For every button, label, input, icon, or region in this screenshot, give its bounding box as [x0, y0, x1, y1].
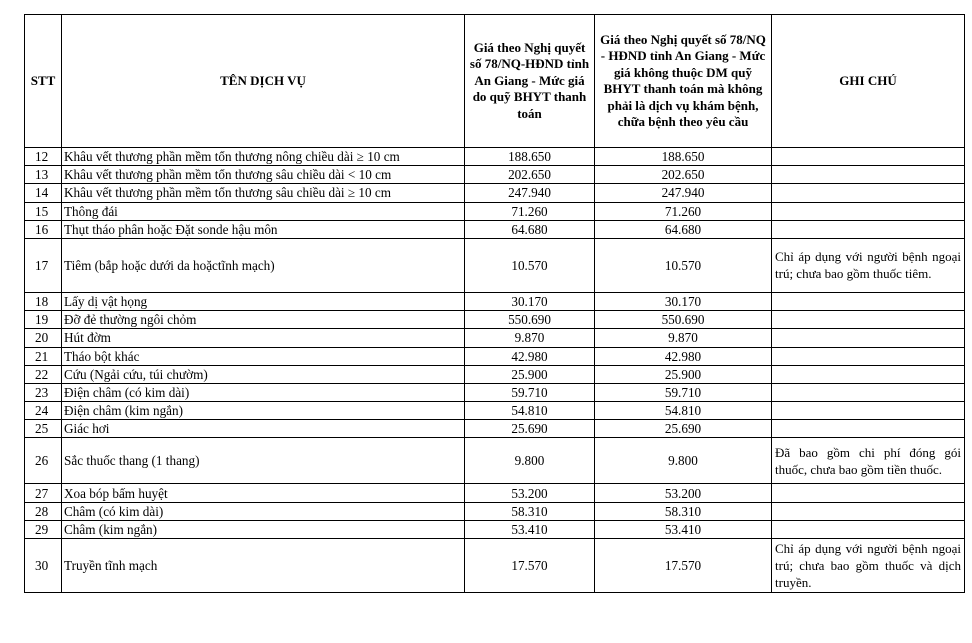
cell-note [772, 484, 965, 502]
cell-note: Đã bao gồm chi phí đóng gói thuốc, chưa bao gồm tiền thuốc. [772, 438, 965, 484]
cell-service: Cứu (Ngải cứu, túi chườm) [62, 365, 465, 383]
cell-note: Chỉ áp dụng với người bệnh ngoại trú; chưa bao gồm thuốc và dịch truyền. [772, 539, 965, 593]
cell-service: Tháo bột khác [62, 347, 465, 365]
table-row [25, 166, 965, 184]
cell-service: Châm (kim ngắn) [62, 520, 465, 538]
cell-price-non-bhyt: 53.410 [595, 520, 772, 538]
table-row [25, 238, 965, 292]
cell-stt: 16 [25, 220, 62, 238]
cell-price-non-bhyt: 10.570 [595, 238, 772, 292]
cell-stt: 19 [25, 311, 62, 329]
table-header-row [25, 15, 965, 148]
cell-stt: 29 [25, 520, 62, 538]
cell-price-non-bhyt: 42.980 [595, 347, 772, 365]
cell-price-bhyt: 25.900 [465, 365, 595, 383]
header-price-non-bhyt: Giá theo Nghị quyết số 78/NQ - HĐND tỉnh An Giang - Mức giá không thuộc DM quỹ BHYT thanh toán mà không phải là dịch vụ khám bệnh, chữa bệnh theo yêu cầu [595, 15, 772, 148]
cell-price-bhyt: 202.650 [465, 166, 595, 184]
cell-price-non-bhyt: 30.170 [595, 292, 772, 310]
cell-stt: 30 [25, 539, 62, 593]
service-price-table [24, 14, 965, 593]
cell-note [772, 365, 965, 383]
header-service-name: TÊN DỊCH VỤ [62, 15, 465, 148]
cell-price-non-bhyt: 9.870 [595, 329, 772, 347]
cell-note [772, 184, 965, 202]
cell-note [772, 166, 965, 184]
cell-note [772, 220, 965, 238]
cell-note [772, 383, 965, 401]
cell-stt: 17 [25, 238, 62, 292]
cell-price-non-bhyt: 71.260 [595, 202, 772, 220]
table-row [25, 329, 965, 347]
cell-service: Khâu vết thương phần mềm tổn thương sâu chiều dài ≥ 10 cm [62, 184, 465, 202]
cell-note [772, 420, 965, 438]
cell-stt: 20 [25, 329, 62, 347]
price-list-document [24, 14, 965, 593]
header-price-bhyt: Giá theo Nghị quyết số 78/NQ-HĐND tỉnh An Giang - Mức giá do quỹ BHYT thanh toán [465, 15, 595, 148]
table-row [25, 148, 965, 166]
cell-note [772, 292, 965, 310]
cell-price-non-bhyt: 17.570 [595, 539, 772, 593]
table-row [25, 502, 965, 520]
table-row [25, 202, 965, 220]
table-row [25, 220, 965, 238]
cell-service: Sắc thuốc thang (1 thang) [62, 438, 465, 484]
cell-price-bhyt: 42.980 [465, 347, 595, 365]
cell-price-bhyt: 9.870 [465, 329, 595, 347]
cell-price-non-bhyt: 25.690 [595, 420, 772, 438]
cell-service: Điện châm (có kim dài) [62, 383, 465, 401]
cell-service: Thông đái [62, 202, 465, 220]
cell-price-bhyt: 64.680 [465, 220, 595, 238]
cell-price-non-bhyt: 202.650 [595, 166, 772, 184]
cell-stt: 21 [25, 347, 62, 365]
cell-note [772, 329, 965, 347]
cell-price-bhyt: 58.310 [465, 502, 595, 520]
cell-stt: 28 [25, 502, 62, 520]
table-row [25, 539, 965, 593]
cell-service: Khâu vết thương phần mềm tổn thương sâu chiều dài < 10 cm [62, 166, 465, 184]
cell-note [772, 347, 965, 365]
cell-service: Giác hơi [62, 420, 465, 438]
cell-price-bhyt: 53.200 [465, 484, 595, 502]
table-row [25, 420, 965, 438]
cell-service: Khâu vết thương phần mềm tổn thương nông chiều dài ≥ 10 cm [62, 148, 465, 166]
cell-stt: 13 [25, 166, 62, 184]
cell-stt: 15 [25, 202, 62, 220]
cell-note [772, 202, 965, 220]
table-row [25, 484, 965, 502]
cell-service: Đỡ đẻ thường ngôi chỏm [62, 311, 465, 329]
cell-price-bhyt: 10.570 [465, 238, 595, 292]
cell-price-non-bhyt: 54.810 [595, 402, 772, 420]
table-row [25, 383, 965, 401]
cell-price-bhyt: 59.710 [465, 383, 595, 401]
table-row [25, 184, 965, 202]
cell-price-bhyt: 30.170 [465, 292, 595, 310]
cell-price-bhyt: 9.800 [465, 438, 595, 484]
cell-price-non-bhyt: 59.710 [595, 383, 772, 401]
cell-service: Xoa bóp bấm huyệt [62, 484, 465, 502]
cell-price-non-bhyt: 550.690 [595, 311, 772, 329]
cell-note [772, 311, 965, 329]
cell-price-non-bhyt: 53.200 [595, 484, 772, 502]
cell-price-bhyt: 53.410 [465, 520, 595, 538]
cell-price-bhyt: 247.940 [465, 184, 595, 202]
cell-price-bhyt: 17.570 [465, 539, 595, 593]
cell-price-non-bhyt: 64.680 [595, 220, 772, 238]
cell-service: Tiêm (bắp hoặc dưới da hoặctĩnh mạch) [62, 238, 465, 292]
cell-stt: 27 [25, 484, 62, 502]
cell-note [772, 402, 965, 420]
cell-price-non-bhyt: 25.900 [595, 365, 772, 383]
cell-service: Điện châm (kim ngắn) [62, 402, 465, 420]
cell-service: Châm (có kim dài) [62, 502, 465, 520]
header-stt: STT [25, 15, 62, 148]
cell-service: Truyền tĩnh mạch [62, 539, 465, 593]
cell-stt: 25 [25, 420, 62, 438]
cell-price-bhyt: 71.260 [465, 202, 595, 220]
cell-service: Hút đờm [62, 329, 465, 347]
header-note: GHI CHÚ [772, 15, 965, 148]
table-row [25, 402, 965, 420]
table-row [25, 347, 965, 365]
cell-service: Thụt tháo phân hoặc Đặt sonde hậu môn [62, 220, 465, 238]
cell-stt: 18 [25, 292, 62, 310]
cell-price-non-bhyt: 9.800 [595, 438, 772, 484]
cell-price-non-bhyt: 188.650 [595, 148, 772, 166]
cell-note [772, 502, 965, 520]
table-row [25, 311, 965, 329]
cell-note [772, 520, 965, 538]
cell-stt: 23 [25, 383, 62, 401]
cell-stt: 26 [25, 438, 62, 484]
table-row [25, 292, 965, 310]
table-row [25, 438, 965, 484]
cell-stt: 12 [25, 148, 62, 166]
cell-note [772, 148, 965, 166]
cell-price-non-bhyt: 247.940 [595, 184, 772, 202]
cell-service: Lấy dị vật họng [62, 292, 465, 310]
cell-stt: 22 [25, 365, 62, 383]
cell-note: Chỉ áp dụng với người bệnh ngoại trú; chưa bao gồm thuốc tiêm. [772, 238, 965, 292]
cell-price-bhyt: 188.650 [465, 148, 595, 166]
table-row [25, 365, 965, 383]
cell-stt: 24 [25, 402, 62, 420]
cell-price-bhyt: 54.810 [465, 402, 595, 420]
table-row [25, 520, 965, 538]
cell-stt: 14 [25, 184, 62, 202]
cell-price-bhyt: 25.690 [465, 420, 595, 438]
cell-price-non-bhyt: 58.310 [595, 502, 772, 520]
cell-price-bhyt: 550.690 [465, 311, 595, 329]
